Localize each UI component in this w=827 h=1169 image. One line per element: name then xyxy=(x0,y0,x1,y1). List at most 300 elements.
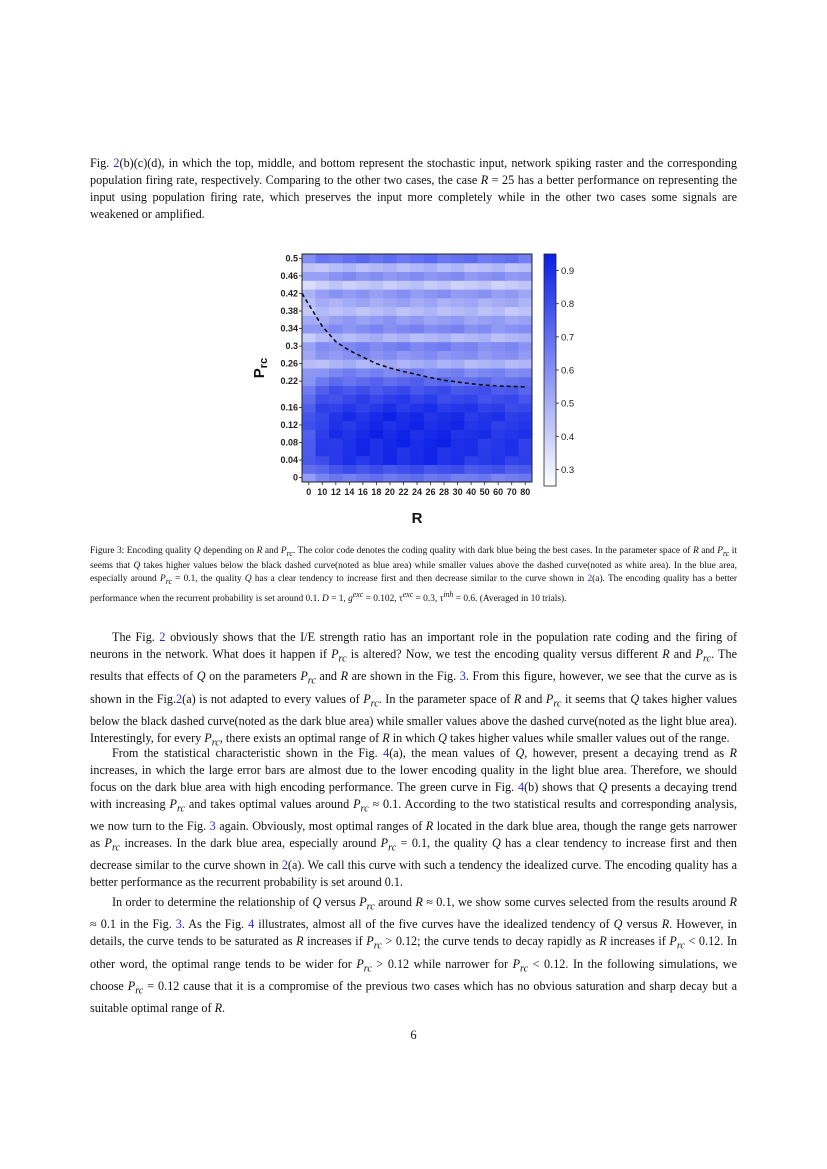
heatmap-cell xyxy=(451,263,465,272)
heatmap-cell xyxy=(518,298,532,307)
heatmap-cell xyxy=(491,447,505,456)
heatmap-cell xyxy=(518,324,532,333)
heatmap-cell xyxy=(397,438,411,447)
heatmap-cell xyxy=(505,333,519,342)
heatmap-cell xyxy=(437,342,451,351)
heatmap-cell xyxy=(424,464,438,473)
heatmap-cell xyxy=(302,342,316,351)
heatmap-cell xyxy=(464,307,478,316)
heatmap-cell xyxy=(397,350,411,359)
heatmap-cell xyxy=(397,377,411,386)
x-tick-label: 28 xyxy=(439,487,450,497)
heatmap-cell xyxy=(316,456,330,465)
heatmap-cell xyxy=(451,429,465,438)
heatmap-cell xyxy=(464,456,478,465)
heatmap-cell xyxy=(329,359,343,368)
heatmap-cell xyxy=(397,307,411,316)
body-paragraph-3: From the statistical characteristic shown in the Fig. 4(a), the mean values of Q, however, present a decaying trend as R increases, in which the large error bars are almost due to the lower encoding quality in the light blue area. Therefore, we should focus on the dark blue area with high encoding performance. The green curve in Fig. 4(b) shows that Q presents a decaying trend with increasing $P_{rc}$ and takes optimal values around $P_{rc} \approx 0.1$. According to the two statistical results and corresponding analysis, we now turn to the Fig. 3 again. Obviously, most optimal ranges of R located in the dark blue area, though the range gets narrower as $P_{rc}$ increases. In the dark blue area, especially around $P_{rc} = 0.1$, the quality Q has a clear tendency to increase first and then decrease similar to the curve shown in 2(a). We call this curve with such a tendency the idealized curve. The encoding quality has a better performance as the recurrent probability is set around 0.1. xyxy=(90,746,738,890)
heatmap-cell xyxy=(437,429,451,438)
heatmap-cell xyxy=(410,307,424,316)
heatmap-cell xyxy=(316,421,330,430)
heatmap-cell xyxy=(329,377,343,386)
heatmap-cell xyxy=(370,368,384,377)
heatmap-cell xyxy=(505,429,519,438)
heatmap-cell xyxy=(491,350,505,359)
heatmap-cell xyxy=(478,289,492,298)
heatmap-cell xyxy=(505,473,519,482)
heatmap-cell xyxy=(316,359,330,368)
heatmap-cell xyxy=(437,394,451,403)
y-axis-title xyxy=(251,358,270,378)
heatmap-cell xyxy=(302,447,316,456)
heatmap-cell xyxy=(316,377,330,386)
heatmap-cell xyxy=(356,333,370,342)
heatmap-cell xyxy=(370,333,384,342)
heatmap-cell xyxy=(383,307,397,316)
heatmap-cell xyxy=(370,464,384,473)
heatmap-cell xyxy=(329,438,343,447)
heatmap-cell xyxy=(316,394,330,403)
heatmap-cell xyxy=(464,263,478,272)
heatmap-cell xyxy=(491,464,505,473)
y-tick-label: 0.04 xyxy=(280,455,298,466)
heatmap-cell xyxy=(451,333,465,342)
heatmap-cell xyxy=(356,359,370,368)
heatmap-cell xyxy=(356,298,370,307)
heatmap-cell xyxy=(505,307,519,316)
heatmap-cell xyxy=(329,394,343,403)
heatmap-cell xyxy=(316,429,330,438)
heatmap-cell xyxy=(518,263,532,272)
heatmap-cell xyxy=(302,263,316,272)
figure-link[interactable]: 3 xyxy=(459,669,466,684)
x-tick-label: 40 xyxy=(466,487,477,497)
heatmap-cell xyxy=(383,377,397,386)
heatmap-cell xyxy=(478,315,492,324)
heatmap-cell xyxy=(410,386,424,395)
heatmap-cell xyxy=(505,421,519,430)
heatmap-cell xyxy=(491,315,505,324)
heatmap-cell xyxy=(410,438,424,447)
heatmap-cell xyxy=(464,394,478,403)
heatmap-cell xyxy=(383,438,397,447)
heatmap-cell xyxy=(410,456,424,465)
heatmap-cell xyxy=(491,307,505,316)
heatmap-cell xyxy=(505,298,519,307)
heatmap-cell xyxy=(302,272,316,281)
figure-link[interactable]: 4 xyxy=(383,746,390,760)
heatmap-cells xyxy=(302,254,533,483)
x-tick-label: 30 xyxy=(452,487,463,497)
heatmap-cell xyxy=(383,394,397,403)
heatmap-cell xyxy=(410,447,424,456)
heatmap-cell xyxy=(424,359,438,368)
heatmap-cell xyxy=(437,412,451,421)
body-paragraph-2: The Fig. 2 obviously shows that the I/E strength ratio has an important role in the population rate coding and the firing of neurons in the network. What does it happen if $P_{rc}$ is altered? Now, we test the encoding quality versus different R and $P_{rc}$. The results that effects of Q on the parameters $P_{rc}$ and R are shown in the Fig. 3. From this figure, however, we see that the curve as is shown in the Fig.2(a) is not adapted to every values of $P_{rc}$. In the parameter space of R and $P_{rc}$ it seems that Q takes higher values below the black dashed curve(noted as the dark blue area) while smaller values above the dashed curve(noted as the light blue area). Interestingly, for every $P_{rc}$, there exists an optimal range of R in which Q takes higher values while smaller values out of the range. xyxy=(90,630,738,749)
heatmap-cell xyxy=(302,403,316,412)
heatmap-cell xyxy=(343,421,357,430)
colorbar-tick-label: 0.9 xyxy=(561,266,575,278)
heatmap-cell xyxy=(410,359,424,368)
y-tick-label: 0.38 xyxy=(280,306,298,316)
heatmap-cell xyxy=(424,315,438,324)
heatmap-cell xyxy=(464,412,478,421)
heatmap-cell xyxy=(397,368,411,377)
heatmap-cell xyxy=(451,350,465,359)
page-number: 6 xyxy=(410,1028,417,1042)
x-tick-label: 14 xyxy=(344,487,355,497)
colorbar xyxy=(544,254,556,486)
x-tick-label: 24 xyxy=(411,487,423,497)
heatmap-cell xyxy=(316,464,330,473)
heatmap-cell xyxy=(451,421,465,430)
y-tick-label: 0 xyxy=(292,472,298,483)
encoding-quality-heatmap-figure xyxy=(250,248,590,528)
y-tick-label: 0.22 xyxy=(280,376,298,387)
heatmap-cell xyxy=(356,386,370,395)
heatmap-cell xyxy=(370,421,384,430)
heatmap-cell xyxy=(383,315,397,324)
heatmap-cell xyxy=(370,350,384,359)
heatmap-cell xyxy=(478,298,492,307)
heatmap-cell xyxy=(505,280,519,289)
heatmap-cell xyxy=(302,280,316,289)
heatmap-cell xyxy=(383,403,397,412)
heatmap-cell xyxy=(397,272,411,281)
heatmap-cell xyxy=(478,263,492,272)
heatmap-cell xyxy=(451,438,465,447)
heatmap-cell xyxy=(316,298,330,307)
heatmap-cell xyxy=(451,464,465,473)
heatmap-cell xyxy=(451,456,465,465)
heatmap-cell xyxy=(383,263,397,272)
heatmap-cell xyxy=(302,377,316,386)
heatmap-cell xyxy=(491,280,505,289)
figure-link[interactable]: 2 xyxy=(159,630,166,644)
heatmap-cell xyxy=(478,447,492,456)
figure-link[interactable]: 2 xyxy=(113,156,120,170)
heatmap-cell xyxy=(518,464,532,473)
y-tick-label: 0.46 xyxy=(280,270,298,281)
heatmap-cell xyxy=(518,473,532,482)
heatmap-cell xyxy=(478,307,492,316)
heatmap-cell xyxy=(316,272,330,281)
heatmap-cell xyxy=(424,447,438,456)
heatmap-cell xyxy=(410,350,424,359)
heatmap-cell xyxy=(478,438,492,447)
heatmap-cell xyxy=(410,263,424,272)
heatmap-cell xyxy=(383,324,397,333)
heatmap-cell xyxy=(370,342,384,351)
heatmap-cell xyxy=(451,342,465,351)
heatmap-cell xyxy=(343,438,357,447)
heatmap-cell xyxy=(302,315,316,324)
heatmap-cell xyxy=(370,377,384,386)
heatmap-cell xyxy=(437,289,451,298)
heatmap-cell xyxy=(343,324,357,333)
colorbar-tick-label: 0.7 xyxy=(561,332,575,344)
heatmap-cell xyxy=(424,289,438,298)
heatmap-cell xyxy=(451,324,465,333)
heatmap-cell xyxy=(478,394,492,403)
heatmap-cell xyxy=(316,412,330,421)
figure-caption: Figure 3: Encoding quality Q depending on R and $P_{rc}$. The color code denotes the coding quality with dark blue being the best cases. In the parameter space of R and $P_{rc}$ it seems that Q takes higher values below the black dashed curve(noted as blue area) while smaller values above the dashed curve(noted as white area). In the blue area, especially around $P_{rc} = 0.1$, the quality Q has a clear tendency to increase first and then decrease similar to the curve shown in 2(a). The encoding quality has a better performance when the recurrent probability is set around 0.1. D = 1, $g^{exc} = 0.102$, $\tau^{exc} = 0.3$, $\tau^{inh} = 0.6$. (Averaged in 10 trials). xyxy=(90,546,738,604)
heatmap-cell xyxy=(491,438,505,447)
heatmap-cell xyxy=(437,456,451,465)
heatmap-cell xyxy=(424,280,438,289)
colorbar-tick-label: 0.6 xyxy=(561,365,575,377)
heatmap-cell xyxy=(518,447,532,456)
heatmap-cell xyxy=(464,315,478,324)
heatmap-cell xyxy=(329,368,343,377)
heatmap-cell xyxy=(424,386,438,395)
heatmap-cell xyxy=(518,333,532,342)
heatmap-cell xyxy=(302,412,316,421)
heatmap-cell xyxy=(343,315,357,324)
heatmap-cell xyxy=(302,464,316,473)
heatmap-cell xyxy=(451,447,465,456)
heatmap-cell xyxy=(343,289,357,298)
heatmap-cell xyxy=(464,333,478,342)
heatmap-cell xyxy=(478,386,492,395)
heatmap-cell xyxy=(302,359,316,368)
heatmap-cell xyxy=(437,359,451,368)
heatmap-cell xyxy=(437,421,451,430)
heatmap-cell xyxy=(302,333,316,342)
heatmap-cell xyxy=(397,359,411,368)
heatmap-cell xyxy=(343,456,357,465)
heatmap-cell xyxy=(505,447,519,456)
heatmap-cell xyxy=(370,307,384,316)
heatmap-cell xyxy=(397,298,411,307)
heatmap-cell xyxy=(491,272,505,281)
heatmap-cell xyxy=(518,412,532,421)
heatmap-cell xyxy=(316,280,330,289)
heatmap-cell xyxy=(410,412,424,421)
heatmap-cell xyxy=(329,456,343,465)
y-tick-label: 0.08 xyxy=(280,437,298,448)
heatmap-cell xyxy=(491,421,505,430)
heatmap-cell xyxy=(370,403,384,412)
x-tick-label: 20 xyxy=(384,487,395,497)
heatmap-cell xyxy=(410,464,424,473)
heatmap-cell xyxy=(464,368,478,377)
heatmap-cell xyxy=(370,438,384,447)
heatmap-cell xyxy=(329,272,343,281)
heatmap-cell xyxy=(302,438,316,447)
heatmap-cell xyxy=(383,412,397,421)
heatmap-cell xyxy=(518,394,532,403)
heatmap-cell xyxy=(329,464,343,473)
heatmap-cell xyxy=(478,350,492,359)
heatmap-cell xyxy=(383,464,397,473)
heatmap-cell xyxy=(478,359,492,368)
heatmap-cell xyxy=(437,403,451,412)
colorbar-ticks xyxy=(556,266,574,476)
heatmap-cell xyxy=(370,456,384,465)
heatmap-cell xyxy=(437,386,451,395)
heatmap-cell xyxy=(343,307,357,316)
heatmap-cell xyxy=(424,298,438,307)
heatmap-cell xyxy=(518,386,532,395)
heatmap-cell xyxy=(343,473,357,482)
heatmap-cell xyxy=(491,342,505,351)
heatmap-cell xyxy=(491,412,505,421)
heatmap-cell xyxy=(356,412,370,421)
heatmap-cell xyxy=(410,403,424,412)
heatmap-cell xyxy=(316,447,330,456)
heatmap-cell xyxy=(478,456,492,465)
heatmap-cell xyxy=(370,280,384,289)
heatmap-cell xyxy=(397,464,411,473)
x-tick-label: 22 xyxy=(398,487,409,497)
heatmap-cell xyxy=(437,368,451,377)
colorbar-tick-label: 0.8 xyxy=(561,299,575,311)
heatmap-cell xyxy=(478,412,492,421)
heatmap-cell xyxy=(329,447,343,456)
heatmap-cell xyxy=(518,368,532,377)
heatmap-cell xyxy=(410,280,424,289)
heatmap-cell xyxy=(302,421,316,430)
x-axis-ticks xyxy=(306,482,530,497)
heatmap-cell xyxy=(478,429,492,438)
heatmap-cell xyxy=(464,386,478,395)
heatmap-cell xyxy=(505,289,519,298)
figure-link[interactable]: 2 xyxy=(281,858,288,873)
figure-link[interactable]: 4 xyxy=(518,779,525,794)
heatmap-cell xyxy=(329,298,343,307)
heatmap-cell xyxy=(343,403,357,412)
heatmap-cell xyxy=(329,254,343,263)
heatmap-cell xyxy=(397,333,411,342)
heatmap-cell xyxy=(370,394,384,403)
heatmap-cell xyxy=(424,307,438,316)
heatmap-cell xyxy=(302,350,316,359)
heatmap-cell xyxy=(370,315,384,324)
heatmap-cell xyxy=(410,298,424,307)
heatmap-cell xyxy=(370,447,384,456)
heatmap-cell xyxy=(478,464,492,473)
heatmap-cell xyxy=(370,429,384,438)
heatmap-cell xyxy=(437,315,451,324)
heatmap-cell xyxy=(451,298,465,307)
heatmap-cell xyxy=(451,473,465,482)
x-tick-label: 10 xyxy=(317,487,328,497)
heatmap-cell xyxy=(478,272,492,281)
heatmap-cell xyxy=(451,368,465,377)
heatmap-cell xyxy=(329,324,343,333)
heatmap-cell xyxy=(518,377,532,386)
figure-link[interactable]: 2 xyxy=(587,573,593,584)
heatmap-cell xyxy=(410,473,424,482)
heatmap-cell xyxy=(491,403,505,412)
heatmap-cell xyxy=(329,429,343,438)
heatmap-cell xyxy=(383,280,397,289)
heatmap-cell xyxy=(383,473,397,482)
heatmap-cell xyxy=(451,412,465,421)
figure-link[interactable]: 2 xyxy=(176,691,183,706)
heatmap-cell xyxy=(302,324,316,333)
heatmap-cell xyxy=(383,429,397,438)
heatmap-cell xyxy=(451,359,465,368)
figure-link[interactable]: 3 xyxy=(175,917,182,932)
heatmap-cell xyxy=(329,473,343,482)
heatmap-cell xyxy=(464,377,478,386)
heatmap-cell xyxy=(343,333,357,342)
heatmap-cell xyxy=(356,421,370,430)
heatmap-cell xyxy=(383,368,397,377)
figure-link[interactable]: 4 xyxy=(248,917,255,932)
heatmap-cell xyxy=(397,394,411,403)
heatmap-cell xyxy=(356,394,370,403)
heatmap-cell xyxy=(491,377,505,386)
heatmap-cell xyxy=(518,289,532,298)
heatmap-cell xyxy=(505,403,519,412)
heatmap-cell xyxy=(397,386,411,395)
heatmap-cell xyxy=(343,412,357,421)
heatmap-cell xyxy=(518,456,532,465)
heatmap-cell xyxy=(302,289,316,298)
heatmap-cell xyxy=(343,368,357,377)
heatmap-cell xyxy=(505,377,519,386)
heatmap-cell xyxy=(343,394,357,403)
x-axis-title: R xyxy=(411,510,423,527)
heatmap-cell xyxy=(329,412,343,421)
colorbar-tick-label: 0.3 xyxy=(561,464,575,476)
intro-paragraph: Fig. 2(b)(c)(d), in which the top, middle, and bottom represent the stochastic input, network spiking raster and the corresponding population firing rate, respectively. Comparing to the other two cases, the case R = 25 has a better performance on representing the input using population firing rate, which preserves the input more completely while in the other two cases some signals are weakened or amplified. xyxy=(90,156,737,221)
heatmap-cell xyxy=(518,403,532,412)
heatmap-cell xyxy=(343,280,357,289)
heatmap-cell xyxy=(464,289,478,298)
heatmap-cell xyxy=(518,307,532,316)
heatmap-cell xyxy=(343,386,357,395)
heatmap-cell xyxy=(343,359,357,368)
heatmap-cell xyxy=(370,272,384,281)
y-tick-label: 0.42 xyxy=(280,288,298,299)
heatmap-cell xyxy=(505,359,519,368)
heatmap-cell xyxy=(302,254,316,263)
heatmap-cell xyxy=(316,289,330,298)
heatmap-cell xyxy=(424,473,438,482)
heatmap-cell xyxy=(397,324,411,333)
heatmap-cell xyxy=(478,368,492,377)
heatmap-cell xyxy=(329,342,343,351)
heatmap-cell xyxy=(343,263,357,272)
heatmap-cell xyxy=(505,342,519,351)
heatmap-cell xyxy=(370,473,384,482)
heatmap-cell xyxy=(302,456,316,465)
heatmap-cell xyxy=(424,394,438,403)
y-tick-label: 0.5 xyxy=(285,253,298,264)
heatmap-cell xyxy=(464,324,478,333)
heatmap-cell xyxy=(437,473,451,482)
heatmap-cell xyxy=(397,315,411,324)
heatmap-cell xyxy=(302,386,316,395)
heatmap-cell xyxy=(356,456,370,465)
heatmap-cell xyxy=(464,298,478,307)
heatmap-cell xyxy=(505,438,519,447)
figure-link[interactable]: 3 xyxy=(209,819,216,834)
heatmap-cell xyxy=(356,272,370,281)
heatmap-cell xyxy=(383,447,397,456)
heatmap-cell xyxy=(491,289,505,298)
heatmap-cell xyxy=(397,447,411,456)
heatmap-cell xyxy=(437,350,451,359)
heatmap-cell xyxy=(491,368,505,377)
heatmap-cell xyxy=(329,315,343,324)
heatmap-cell xyxy=(464,350,478,359)
heatmap-cell xyxy=(464,342,478,351)
